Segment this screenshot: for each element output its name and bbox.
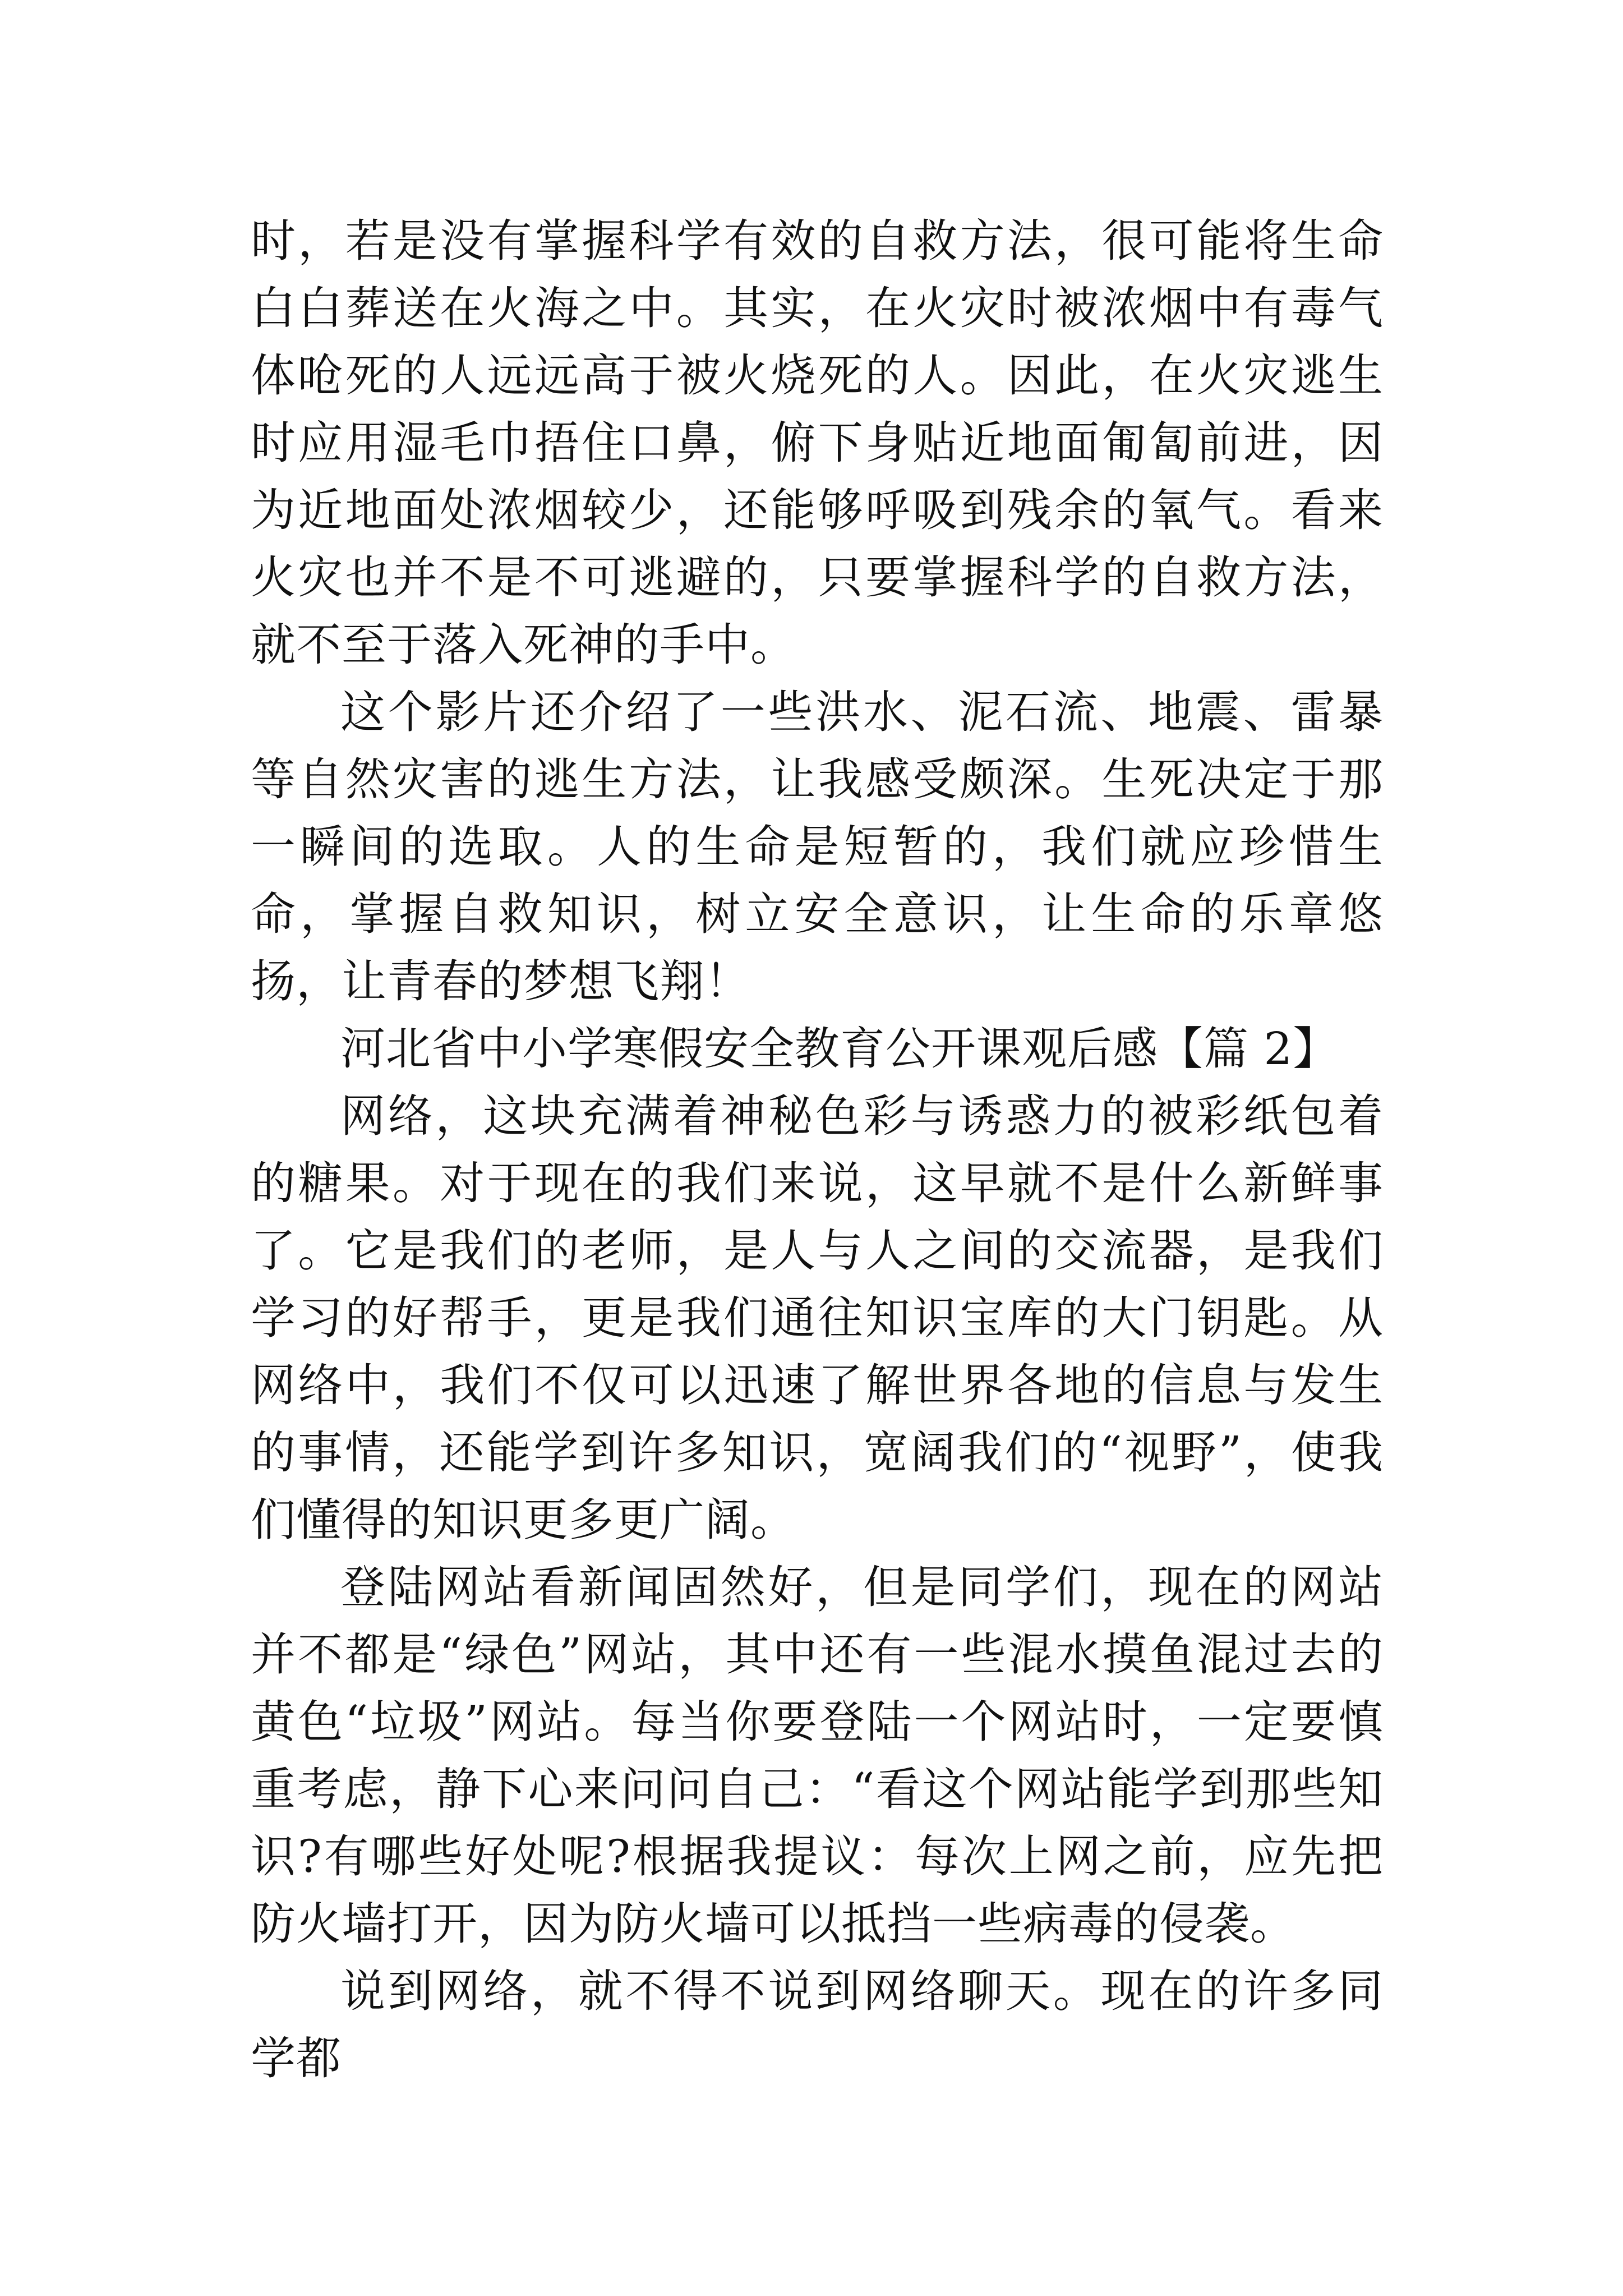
- paragraph-network-intro: 网络，这块充满着神秘色彩与诱惑力的被彩纸包着的糖果。对于现在的我们来说，这早就不是什么新鲜事了。它是我们的老师，是人与人之间的交流器，是我们学习的好帮手，更是我们通往知识宝库的大门钥匙。从网络中，我们不仅可以迅速了解世界各地的信息与发生的事情，还能学到许多知识，宽阔我们的“视野”，使我们懂得的知识更多更广阔。: [251, 1090, 1384, 1546]
- paragraph-disaster-escape: 这个影片还介绍了一些洪水、泥石流、地震、雷暴等自然灾害的逃生方法，让我感受颇深。生死决定于那一瞬间的选取。人的生命是短暂的，我们就应珍惜生命，掌握自救知识，树立安全意识，让生命的乐章悠扬，让青春的梦想飞翔！: [251, 686, 1384, 1007]
- paragraph-online-chat: 说到网络，就不得不说到网络聊天。现在的许多同学都: [251, 1965, 1384, 2085]
- section-heading: 河北省中小学寒假安全教育公开课观后感【篇 2】: [340, 1023, 1339, 1075]
- document-body: [251, 208, 1384, 2092]
- paragraph-continuation: 时，若是没有掌握科学有效的自救方法，很可能将生命白白葬送在火海之中。其实，在火灾时被浓烟中有毒气体呛死的人远远高于被火烧死的人。因此，在火灾逃生时应用湿毛巾捂住口鼻，俯下身贴近地面匍匐前进，因为近地面处浓烟较少，还能够呼吸到残余的氧气。看来火灾也并不是不可逃避的，只要掌握科学的自救方法，就不至于落入死神的手中。: [251, 215, 1384, 671]
- paragraph-website-safety: 登陆网站看新闻固然好，但是同学们，现在的网站并不都是“绿色”网站，其中还有一些混水摸鱼混过去的黄色“垃圾”网站。每当你要登陆一个网站时，一定要慎重考虑，静下心来问问自己：“看这个网站能学到那些知识?有哪些好处呢?根据我提议：每次上网之前，应先把防火墙打开，因为防火墙可以抵挡一些病毒的侵袭。: [251, 1561, 1384, 1950]
